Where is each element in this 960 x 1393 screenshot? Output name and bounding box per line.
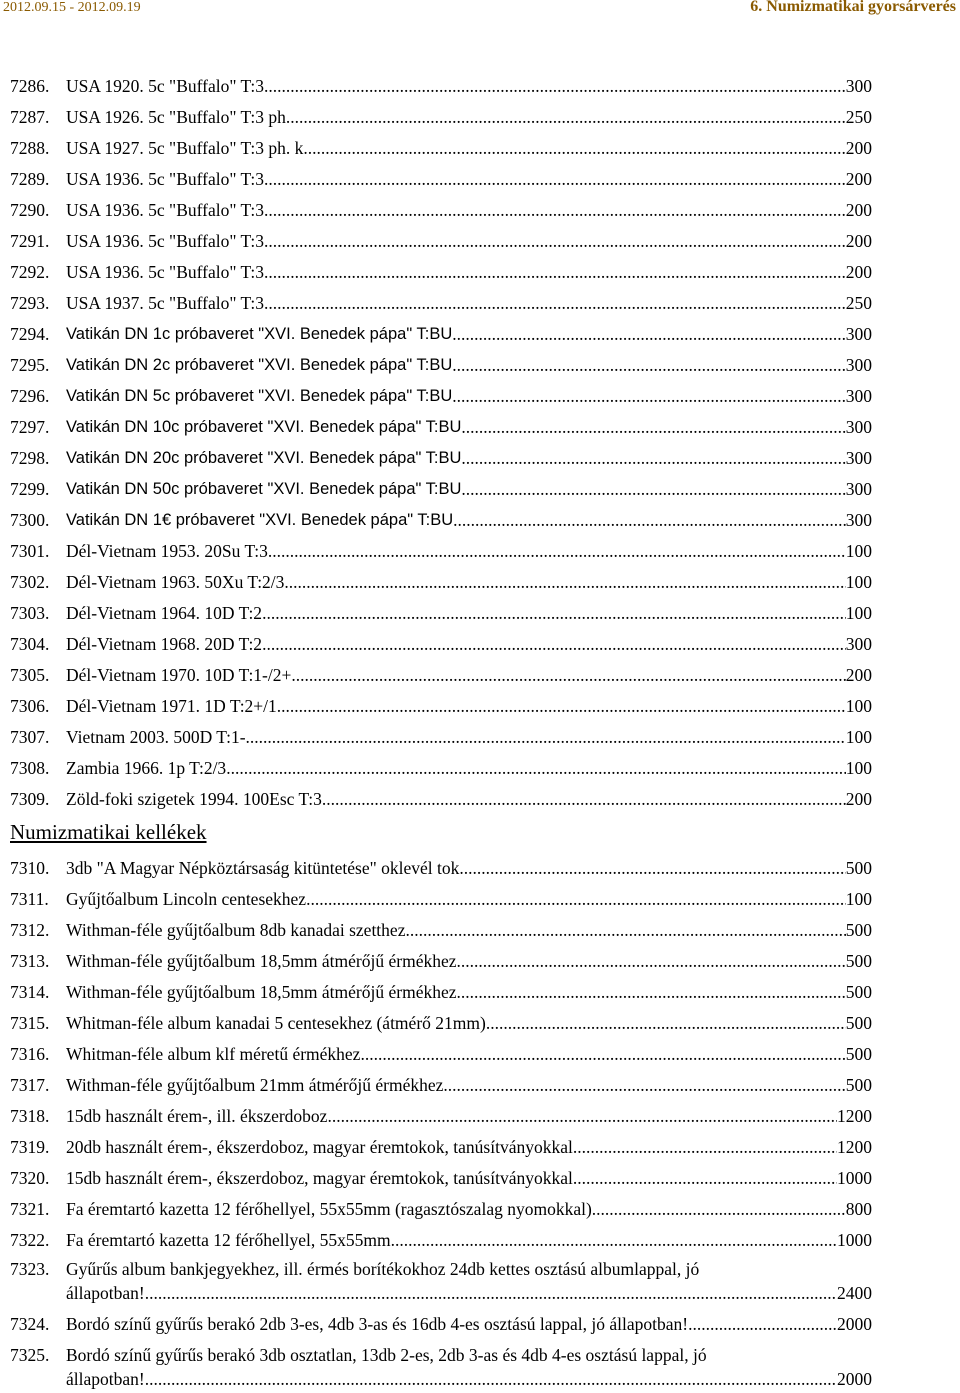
lot-row — [10, 747, 872, 778]
leader-dots — [405, 920, 845, 940]
lot-description-line1: Gyűrűs album bankjegyekhez, ill. érmés borítékokhoz 24db kettes osztású albumlappal, jó — [66, 1259, 700, 1279]
lot-number: 7313. — [10, 951, 50, 971]
lot-description: Withman-féle gyűjtőalbum 8db kanadai szetthez — [66, 920, 406, 940]
lot-description-line2: állapotban! — [66, 1283, 145, 1303]
lot-number: 7325. — [10, 1345, 50, 1365]
lot-row — [10, 685, 872, 716]
lot-row — [10, 499, 872, 530]
lot-number: 7312. — [10, 920, 50, 940]
leader-dots — [461, 448, 845, 468]
lot-number: 7319. — [10, 1137, 50, 1157]
lot-price: 300 — [845, 386, 872, 406]
lot-description-line2: állapotban! — [66, 1369, 145, 1389]
leader-dots — [461, 417, 845, 437]
lot-number: 7321. — [10, 1199, 50, 1219]
lot-row — [10, 282, 872, 313]
lot-number: 7316. — [10, 1044, 50, 1064]
lot-price: 100 — [845, 603, 872, 623]
leader-dots — [327, 1106, 837, 1126]
lot-description: Fa éremtartó kazetta 12 férőhellyel, 55x55mm (ragasztószalag nyomokkal) — [66, 1199, 592, 1219]
lot-description: USA 1920. 5c "Buffalo" T:3 — [66, 76, 264, 96]
lot-row — [10, 437, 872, 468]
lot-row — [10, 220, 872, 251]
lot-price: 300 — [845, 417, 872, 437]
lot-number: 7290. — [10, 200, 50, 220]
lot-price: 250 — [845, 293, 872, 313]
leader-dots — [573, 1168, 837, 1188]
lot-row — [10, 189, 872, 220]
lot-number: 7315. — [10, 1013, 50, 1033]
lot-price: 200 — [845, 200, 872, 220]
leader-dots — [688, 1312, 837, 1336]
lot-number: 7293. — [10, 293, 50, 313]
lot-price: 800 — [845, 1199, 872, 1219]
lot-row — [10, 1064, 872, 1095]
leader-dots — [452, 324, 846, 344]
lot-number: 7294. — [10, 324, 50, 344]
lot-price: 500 — [845, 1044, 872, 1064]
lot-description: Withman-féle gyűjtőalbum 21mm átmérőjű érmékhez — [66, 1075, 444, 1095]
leader-dots — [262, 603, 846, 623]
lot-description: USA 1936. 5c "Buffalo" T:3 — [66, 169, 264, 189]
lot-description: USA 1926. 5c "Buffalo" T:3 ph. — [66, 107, 291, 127]
lot-row — [10, 1219, 872, 1250]
lot-number: 7305. — [10, 665, 50, 685]
leader-dots — [290, 107, 846, 127]
lot-row — [10, 251, 872, 282]
leader-dots — [443, 1075, 845, 1095]
lot-description: Dél-Vietnam 1971. 1D T:2+/1 — [66, 696, 277, 716]
lot-number: 7291. — [10, 231, 50, 251]
coin-lots — [10, 65, 872, 809]
lot-description: Vatikán DN 10c próbaveret "XVI. Benedek pápa" T:BU — [66, 418, 462, 436]
leader-dots — [486, 1013, 846, 1033]
lot-price: 200 — [845, 789, 872, 809]
lot-row — [10, 127, 872, 158]
auction-title: 6. Numizmatikai gyorsárverés — [750, 0, 956, 15]
lot-description: Fa éremtartó kazetta 12 férőhellyel, 55x55mm — [66, 1230, 391, 1250]
lot-row — [10, 468, 872, 499]
lot-description: Withman-féle gyűjtőalbum 18,5mm átmérőjű érmékhez — [66, 982, 457, 1002]
lot-row — [10, 1033, 872, 1064]
lot-price: 500 — [845, 858, 872, 878]
lot-price: 500 — [845, 951, 872, 971]
lot-row — [10, 406, 872, 437]
lot-price: 200 — [845, 169, 872, 189]
lot-row — [10, 909, 872, 940]
date-range: 2012.09.15 - 2012.09.19 — [3, 0, 141, 15]
lot-number: 7289. — [10, 169, 50, 189]
lot-row — [10, 530, 872, 561]
lot-price: 100 — [845, 572, 872, 592]
lot-row — [10, 971, 872, 1002]
lot-row — [10, 1188, 872, 1219]
lot-row — [10, 940, 872, 971]
lot-description: 3db "A Magyar Népköztársaság kitüntetése" oklevél tok — [66, 858, 460, 878]
lot-description: Vatikán DN 1c próbaveret "XVI. Benedek pápa" T:BU — [66, 325, 453, 343]
lot-description: 15db használt érem-, ill. ékszerdoboz — [66, 1106, 328, 1126]
lot-row-multiline — [10, 1257, 872, 1305]
lot-description: USA 1937. 5c "Buffalo" T:3 — [66, 293, 264, 313]
lot-number: 7286. — [10, 76, 50, 96]
lot-description: Zambia 1966. 1p T:2/3 — [66, 758, 227, 778]
lot-price: 100 — [845, 696, 872, 716]
lot-description-line1: Bordó színű gyűrűs berakó 2db 3-es, 4db 3-as és 16db 4-es osztású lappal, jó állapotban! — [66, 1314, 689, 1334]
leader-dots — [360, 1044, 845, 1064]
lot-description: 20db használt érem-, ékszerdoboz, magyar éremtokok, tanúsítványokkal — [66, 1137, 573, 1157]
lot-row — [10, 847, 872, 878]
lot-description: Zöld-foki szigetek 1994. 100Esc T:3 — [66, 789, 322, 809]
lot-number: 7298. — [10, 448, 50, 468]
lot-row — [10, 344, 872, 375]
lot-number: 7318. — [10, 1106, 50, 1126]
lot-number: 7311. — [10, 889, 49, 909]
lot-number: 7307. — [10, 727, 50, 747]
lot-row — [10, 65, 872, 96]
lot-description: Dél-Vietnam 1964. 10D T:2 — [66, 603, 263, 623]
lot-row — [10, 592, 872, 623]
lot-row-multiline — [10, 1343, 872, 1391]
lot-description: Gyűjtőalbum Lincoln centesekhez — [66, 889, 307, 909]
lot-price: 2000 — [837, 1369, 872, 1389]
lot-price: 300 — [845, 355, 872, 375]
lot-row — [10, 375, 872, 406]
lot-description-line1: Bordó színű gyűrűs berakó 3db osztatlan, 13db 2-es, 2db 3-as és 4db 4-es osztású lappal, jó — [66, 1345, 707, 1365]
leader-dots — [457, 951, 846, 971]
lot-price: 100 — [845, 541, 872, 561]
leader-dots — [264, 76, 846, 96]
leader-dots — [461, 479, 845, 499]
lot-description: Vatikán DN 2c próbaveret "XVI. Benedek pápa" T:BU — [66, 356, 453, 374]
lot-description: Vatikán DN 20c próbaveret "XVI. Benedek pápa" T:BU — [66, 449, 462, 467]
lot-row — [10, 878, 872, 909]
lot-description: 15db használt érem-, ékszerdoboz, magyar éremtokok, tanúsítványokkal — [66, 1168, 573, 1188]
leader-dots — [391, 1230, 837, 1250]
lot-price: 300 — [845, 479, 872, 499]
lot-description: Dél-Vietnam 1953. 20Su T:3 — [66, 541, 268, 561]
lot-description: USA 1936. 5c "Buffalo" T:3 — [66, 231, 264, 251]
lot-price: 300 — [845, 448, 872, 468]
lot-number: 7288. — [10, 138, 50, 158]
leader-dots — [308, 138, 846, 158]
leader-dots — [226, 758, 846, 778]
lot-price: 200 — [845, 231, 872, 251]
lot-number: 7324. — [10, 1314, 50, 1334]
lot-price: 500 — [845, 982, 872, 1002]
lot-row — [10, 778, 872, 809]
lot-number: 7287. — [10, 107, 50, 127]
lot-list — [10, 65, 872, 1391]
lot-number: 7322. — [10, 1230, 50, 1250]
lot-description: USA 1927. 5c "Buffalo" T:3 ph. k. — [66, 138, 308, 158]
lot-number: 7300. — [10, 510, 50, 530]
lot-number: 7323. — [10, 1259, 50, 1279]
lot-number: 7309. — [10, 789, 50, 809]
lot-row — [10, 96, 872, 127]
lot-price: 500 — [845, 920, 872, 940]
lot-row — [10, 1002, 872, 1033]
lot-number: 7303. — [10, 603, 50, 623]
lot-description: Vatikán DN 50c próbaveret "XVI. Benedek pápa" T:BU — [66, 480, 462, 498]
lot-price: 100 — [845, 758, 872, 778]
leader-dots — [457, 982, 846, 1002]
lot-row — [10, 623, 872, 654]
lot-row — [10, 1095, 872, 1126]
leader-dots — [264, 262, 846, 282]
leader-dots — [264, 231, 846, 251]
lot-row-multiline — [10, 1312, 872, 1336]
lot-price: 300 — [845, 634, 872, 654]
lot-description: USA 1936. 5c "Buffalo" T:3 — [66, 262, 264, 282]
lot-description: Vatikán DN 5c próbaveret "XVI. Benedek pápa" T:BU — [66, 387, 453, 405]
lot-description: Whitman-féle album klf méretű érmékhez — [66, 1044, 361, 1064]
lot-price: 200 — [845, 138, 872, 158]
lot-description: Vatikán DN 1€ próbaveret "XVI. Benedek pápa" T:BU — [66, 511, 454, 529]
lot-description: Whitman-féle album kanadai 5 centesekhez (átmérő 21mm) — [66, 1013, 486, 1033]
lot-price: 2400 — [837, 1283, 872, 1303]
lot-number: 7314. — [10, 982, 50, 1002]
leader-dots — [306, 889, 846, 909]
leader-dots — [592, 1199, 846, 1219]
leader-dots — [284, 572, 845, 592]
leader-dots — [277, 696, 846, 716]
leader-dots — [264, 169, 846, 189]
lot-number: 7295. — [10, 355, 50, 375]
lot-row — [10, 654, 872, 685]
leader-dots — [145, 1367, 837, 1391]
lot-number: 7308. — [10, 758, 50, 778]
leader-dots — [452, 386, 846, 406]
lot-price: 250 — [845, 107, 872, 127]
lot-row — [10, 1126, 872, 1157]
lot-number: 7320. — [10, 1168, 50, 1188]
leader-dots — [264, 293, 846, 313]
leader-dots — [459, 858, 845, 878]
leader-dots — [145, 1281, 837, 1305]
lot-price: 200 — [845, 665, 872, 685]
leader-dots — [453, 510, 846, 530]
lot-number: 7297. — [10, 417, 50, 437]
lot-price: 1200 — [837, 1137, 872, 1157]
lot-row — [10, 561, 872, 592]
lot-description: USA 1936. 5c "Buffalo" T:3 — [66, 200, 264, 220]
lot-price: 300 — [845, 324, 872, 344]
accessory-lots — [10, 847, 872, 1391]
lot-number: 7304. — [10, 634, 50, 654]
section-title: Numizmatikai kellékek — [10, 820, 207, 844]
lot-number: 7310. — [10, 858, 50, 878]
lot-price: 1000 — [837, 1230, 872, 1250]
lot-price: 2000 — [837, 1314, 872, 1334]
lot-row — [10, 1157, 872, 1188]
leader-dots — [322, 789, 846, 809]
lot-price: 1200 — [837, 1106, 872, 1126]
lot-description: Withman-féle gyűjtőalbum 18,5mm átmérőjű érmékhez — [66, 951, 457, 971]
lot-description: Dél-Vietnam 1970. 10D T:1-/2+ — [66, 665, 292, 685]
lot-row — [10, 313, 872, 344]
lot-number: 7306. — [10, 696, 50, 716]
lot-number: 7302. — [10, 572, 50, 592]
lot-price: 300 — [845, 76, 872, 96]
lot-price: 300 — [845, 510, 872, 530]
leader-dots — [264, 200, 846, 220]
lot-row — [10, 158, 872, 189]
lot-number: 7292. — [10, 262, 50, 282]
lot-price: 1000 — [837, 1168, 872, 1188]
page-header — [0, 0, 960, 20]
lot-price: 100 — [845, 889, 872, 909]
leader-dots — [262, 634, 846, 654]
lot-number: 7296. — [10, 386, 50, 406]
lot-price: 200 — [845, 262, 872, 282]
leader-dots — [291, 665, 845, 685]
lot-number: 7317. — [10, 1075, 50, 1095]
leader-dots — [452, 355, 846, 375]
leader-dots — [246, 727, 846, 747]
lot-description: Dél-Vietnam 1963. 50Xu T:2/3 — [66, 572, 285, 592]
lot-description: Vietnam 2003. 500D T:1- — [66, 727, 246, 747]
lot-row — [10, 716, 872, 747]
lot-description: Dél-Vietnam 1968. 20D T:2 — [66, 634, 263, 654]
leader-dots — [268, 541, 846, 561]
lot-price: 100 — [845, 727, 872, 747]
lot-number: 7299. — [10, 479, 50, 499]
lot-price: 500 — [845, 1013, 872, 1033]
leader-dots — [573, 1137, 837, 1157]
lot-price: 500 — [845, 1075, 872, 1095]
lot-number: 7301. — [10, 541, 50, 561]
